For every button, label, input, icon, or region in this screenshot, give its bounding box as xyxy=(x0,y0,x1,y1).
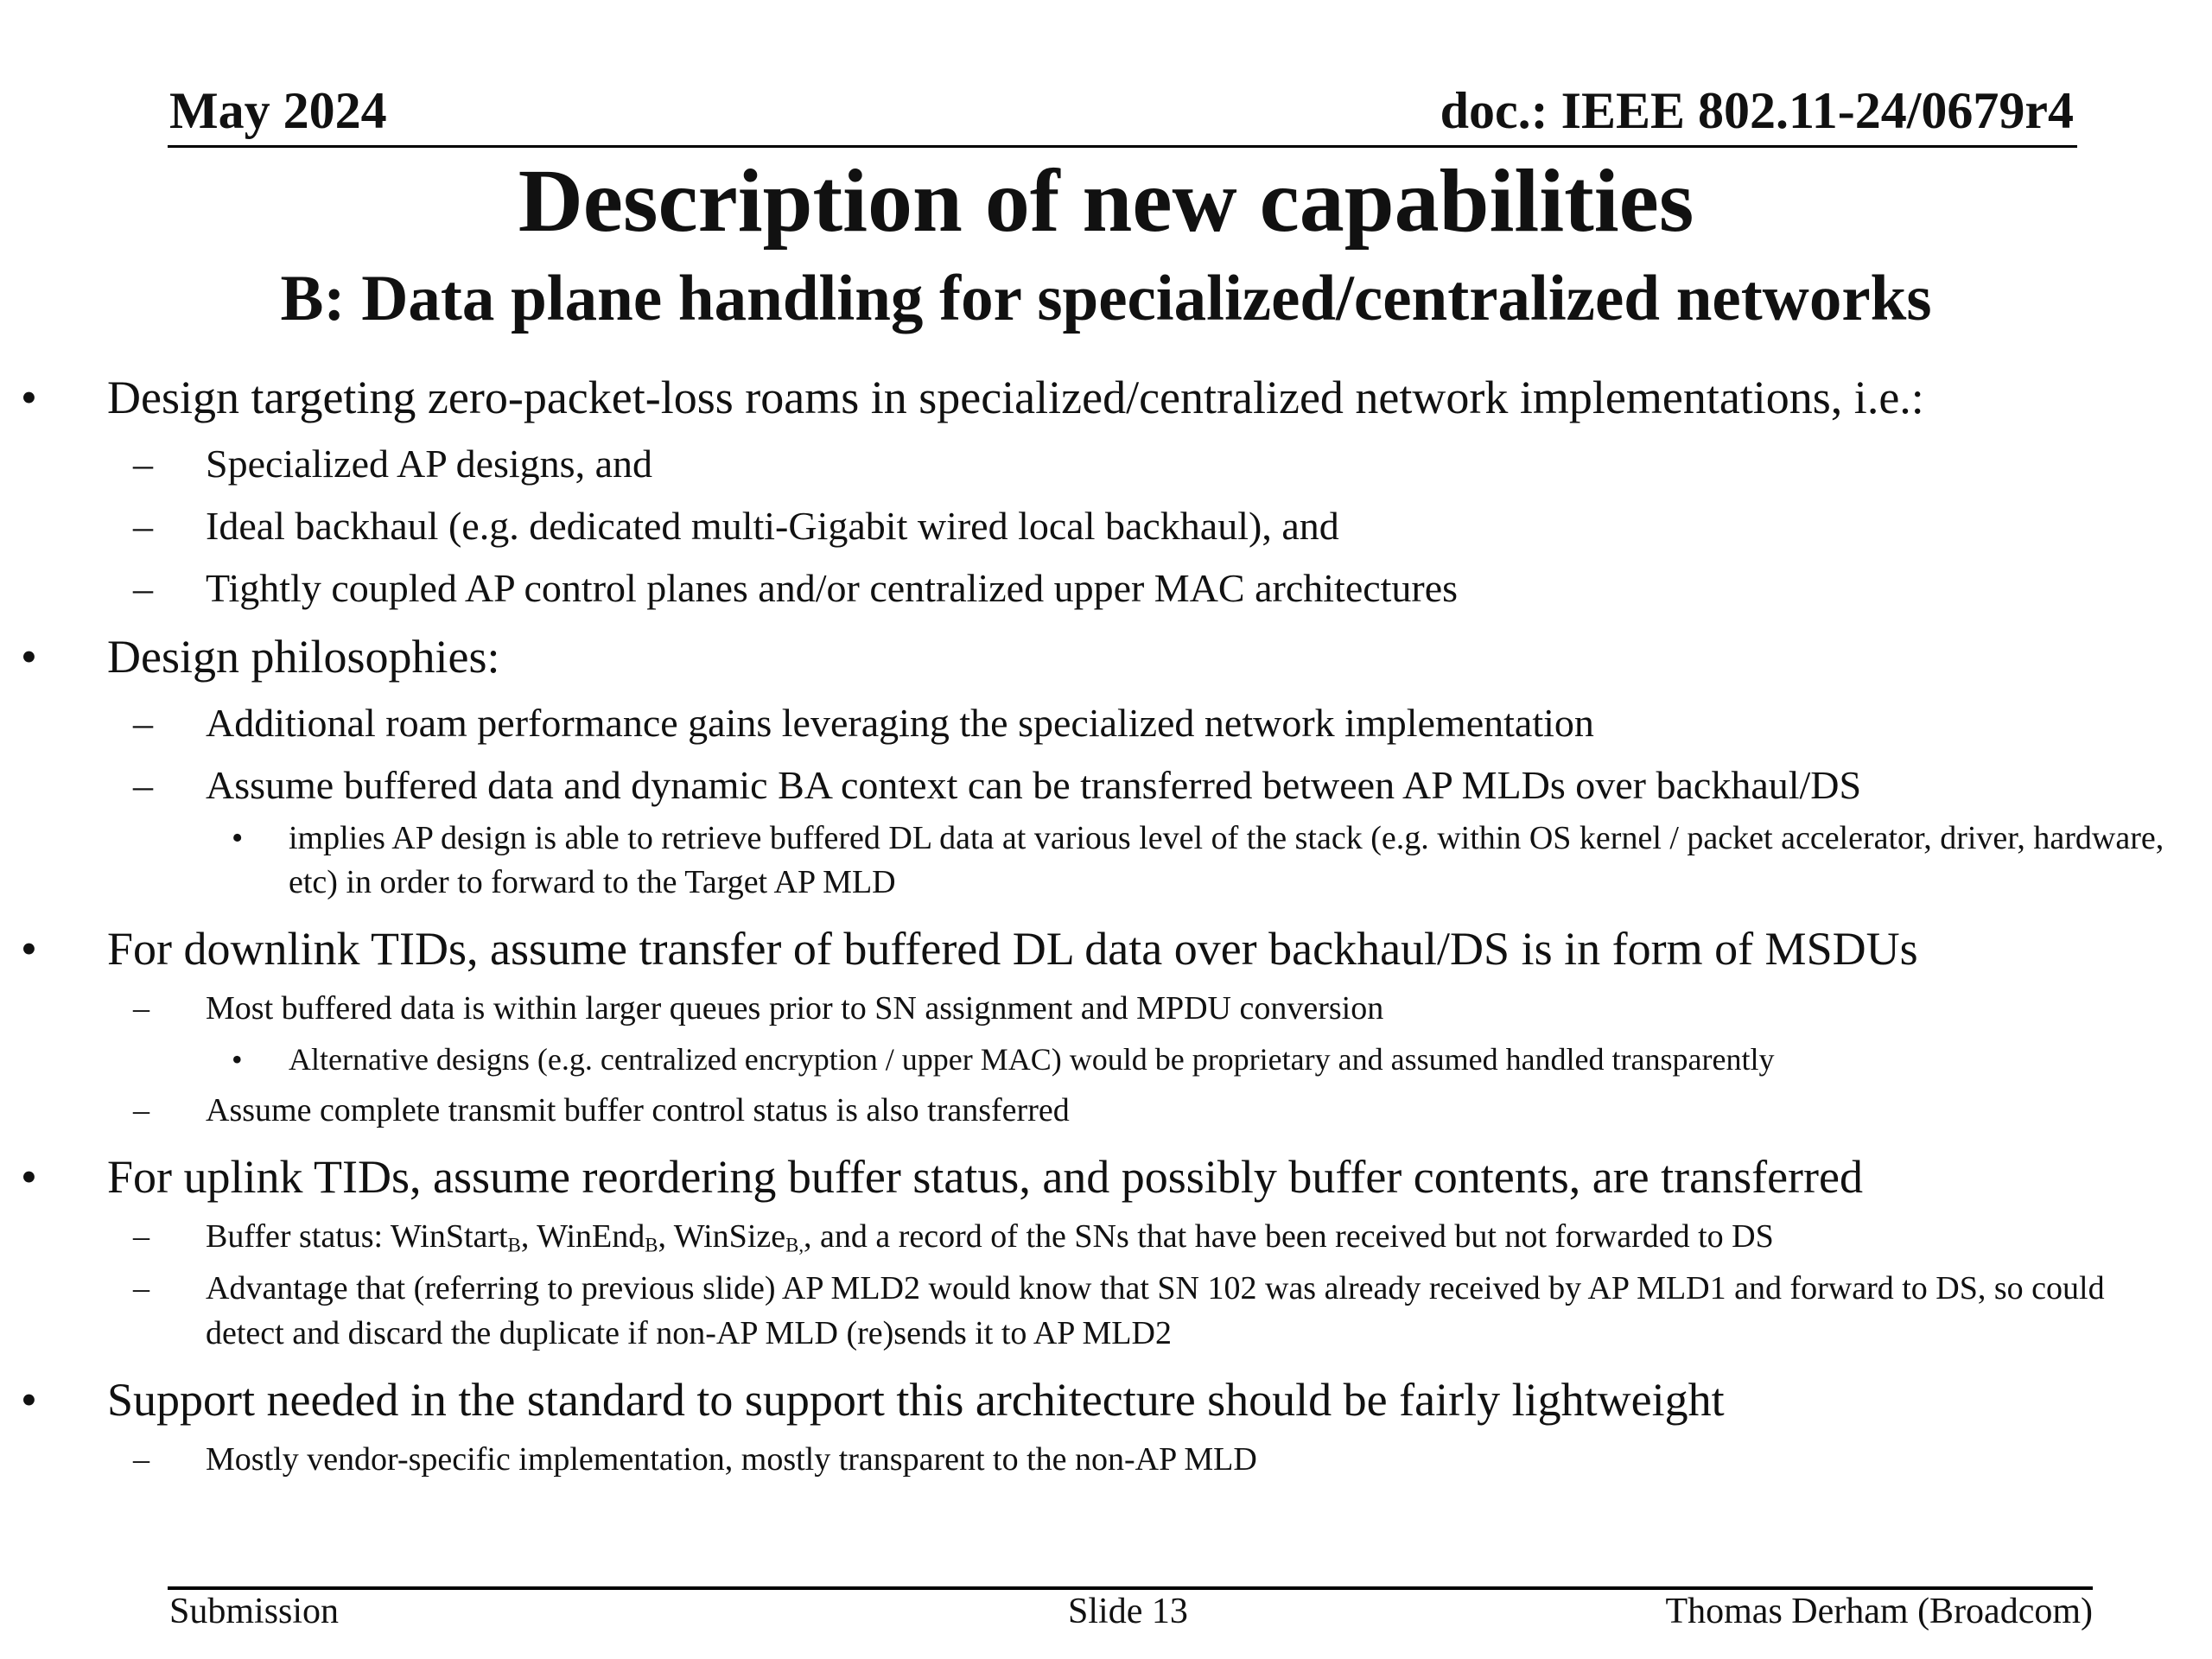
bullet-item xyxy=(0,628,2212,685)
bullet-marker: • xyxy=(21,372,37,423)
sub-bullet-text: Assume buffered data and dynamic BA context can be transferred between AP MLDs over backhaul/DS xyxy=(206,763,1862,807)
buffer-status-suffix: , and a record of the SNs that have been received but not forwarded to DS xyxy=(804,1218,1774,1255)
dash-marker: – xyxy=(133,566,153,610)
bullet-text: Design targeting zero-packet-loss roams in specialized/centralized network implementations, i.e.: xyxy=(107,372,1924,423)
sub-sub-bullet-text: Alternative designs (e.g. centralized encryption / upper MAC) would be proprietary and assumed handled transparently xyxy=(289,1042,1775,1077)
dash-marker: – xyxy=(133,701,153,745)
slide-title: Description of new capabilities xyxy=(518,151,1694,251)
footer-slide-number: Slide 13 xyxy=(1068,1592,1188,1631)
slide-subtitle: B: Data plane handling for specialized/centralized networks xyxy=(280,263,1932,334)
dash-marker: – xyxy=(133,1092,149,1128)
dash-marker: – xyxy=(133,763,153,807)
buffer-status-winsize: , WinSize xyxy=(658,1218,786,1255)
bullet-item xyxy=(0,1148,2212,1205)
buffer-status-text xyxy=(206,1218,1774,1255)
bullet-item xyxy=(0,920,2212,977)
sub-bullet-item xyxy=(0,440,2212,488)
bullet-text: Design philosophies: xyxy=(107,631,500,683)
footer-submission: Submission xyxy=(169,1592,340,1631)
bullet-marker: • xyxy=(21,1151,37,1203)
sub-bullet-text: Tightly coupled AP control planes and/or centralized upper MAC architectures xyxy=(206,566,1459,610)
buffer-status-winend: , WinEnd xyxy=(520,1218,645,1255)
sub-sub-bullet-item xyxy=(0,1038,2212,1081)
dash-marker: – xyxy=(133,1441,149,1478)
sub-sub-bullet-item xyxy=(0,817,2212,905)
sub-bullet-item xyxy=(0,1088,2212,1133)
sub-bullet-item xyxy=(0,761,2212,810)
sub-bullet-text: Most buffered data is within larger queues prior to SN assignment and MPDU conversion xyxy=(206,990,1384,1027)
header-date: May 2024 xyxy=(169,82,387,139)
bullet-item xyxy=(0,1371,2212,1428)
subscript-b: B, xyxy=(785,1234,804,1256)
bullet-marker: • xyxy=(21,923,37,975)
sub-bullet-text: Ideal backhaul (e.g. dedicated multi-Gigabit wired local backhaul), and xyxy=(206,504,1339,548)
subscript-b: B xyxy=(507,1234,521,1256)
dash-marker: – xyxy=(133,504,153,548)
bullet-item xyxy=(0,369,2212,426)
sub-bullet-text: Mostly vendor-specific implementation, mostly transparent to the non-AP MLD xyxy=(206,1441,1257,1478)
footer-author: Thomas Derham (Broadcom) xyxy=(1665,1592,2093,1631)
sub-bullet-item xyxy=(0,1437,2212,1482)
slide-body xyxy=(0,369,2212,1482)
sub-bullet-text: Assume complete transmit buffer control status is also transferred xyxy=(206,1092,1070,1128)
sub-bullet-item xyxy=(0,1266,2212,1356)
sub-bullet-item xyxy=(0,502,2212,550)
bullet-text: For downlink TIDs, assume transfer of buffered DL data over backhaul/DS is in form of MSDUs xyxy=(107,923,1918,975)
header-rule xyxy=(168,145,2077,148)
header-doc-id: doc.: IEEE 802.11-24/0679r4 xyxy=(1440,82,2074,139)
sub-bullet-item xyxy=(0,986,2212,1031)
dash-marker: – xyxy=(133,1218,149,1255)
footer-rule xyxy=(168,1586,2093,1590)
bullet-marker: • xyxy=(21,631,37,683)
sub-sub-bullet-text: implies AP design is able to retrieve buffered DL data at various level of the stack (e.g. within OS kernel / packet accelerator, driver, hardware, etc) in order to forward to the Target AP MLD xyxy=(289,820,2164,900)
subscript-b: B xyxy=(645,1234,658,1256)
bullet-marker: • xyxy=(232,1042,243,1077)
sub-bullet-item xyxy=(0,699,2212,747)
sub-bullet-text: Additional roam performance gains leveraging the specialized network implementation xyxy=(206,701,1594,745)
sub-bullet-text: Advantage that (referring to previous slide) AP MLD2 would know that SN 102 was already received by AP MLD1 and forward to DS, so could detect and discard the duplicate if non-AP MLD (re)sends it to AP MLD2 xyxy=(206,1270,2105,1351)
bullet-text: For uplink TIDs, assume reordering buffer status, and possibly buffer contents, are transferred xyxy=(107,1151,1863,1203)
sub-bullet-item xyxy=(0,564,2212,613)
dash-marker: – xyxy=(133,990,149,1027)
bullet-marker: • xyxy=(21,1374,37,1426)
sub-bullet-item xyxy=(0,1214,2212,1259)
buffer-status-prefix: Buffer status: WinStart xyxy=(206,1218,508,1255)
dash-marker: – xyxy=(133,442,153,486)
dash-marker: – xyxy=(133,1270,149,1306)
bullet-text: Support needed in the standard to support this architecture should be fairly lightweight xyxy=(107,1374,1725,1426)
bullet-marker: • xyxy=(232,820,244,856)
sub-bullet-text: Specialized AP designs, and xyxy=(206,442,652,486)
